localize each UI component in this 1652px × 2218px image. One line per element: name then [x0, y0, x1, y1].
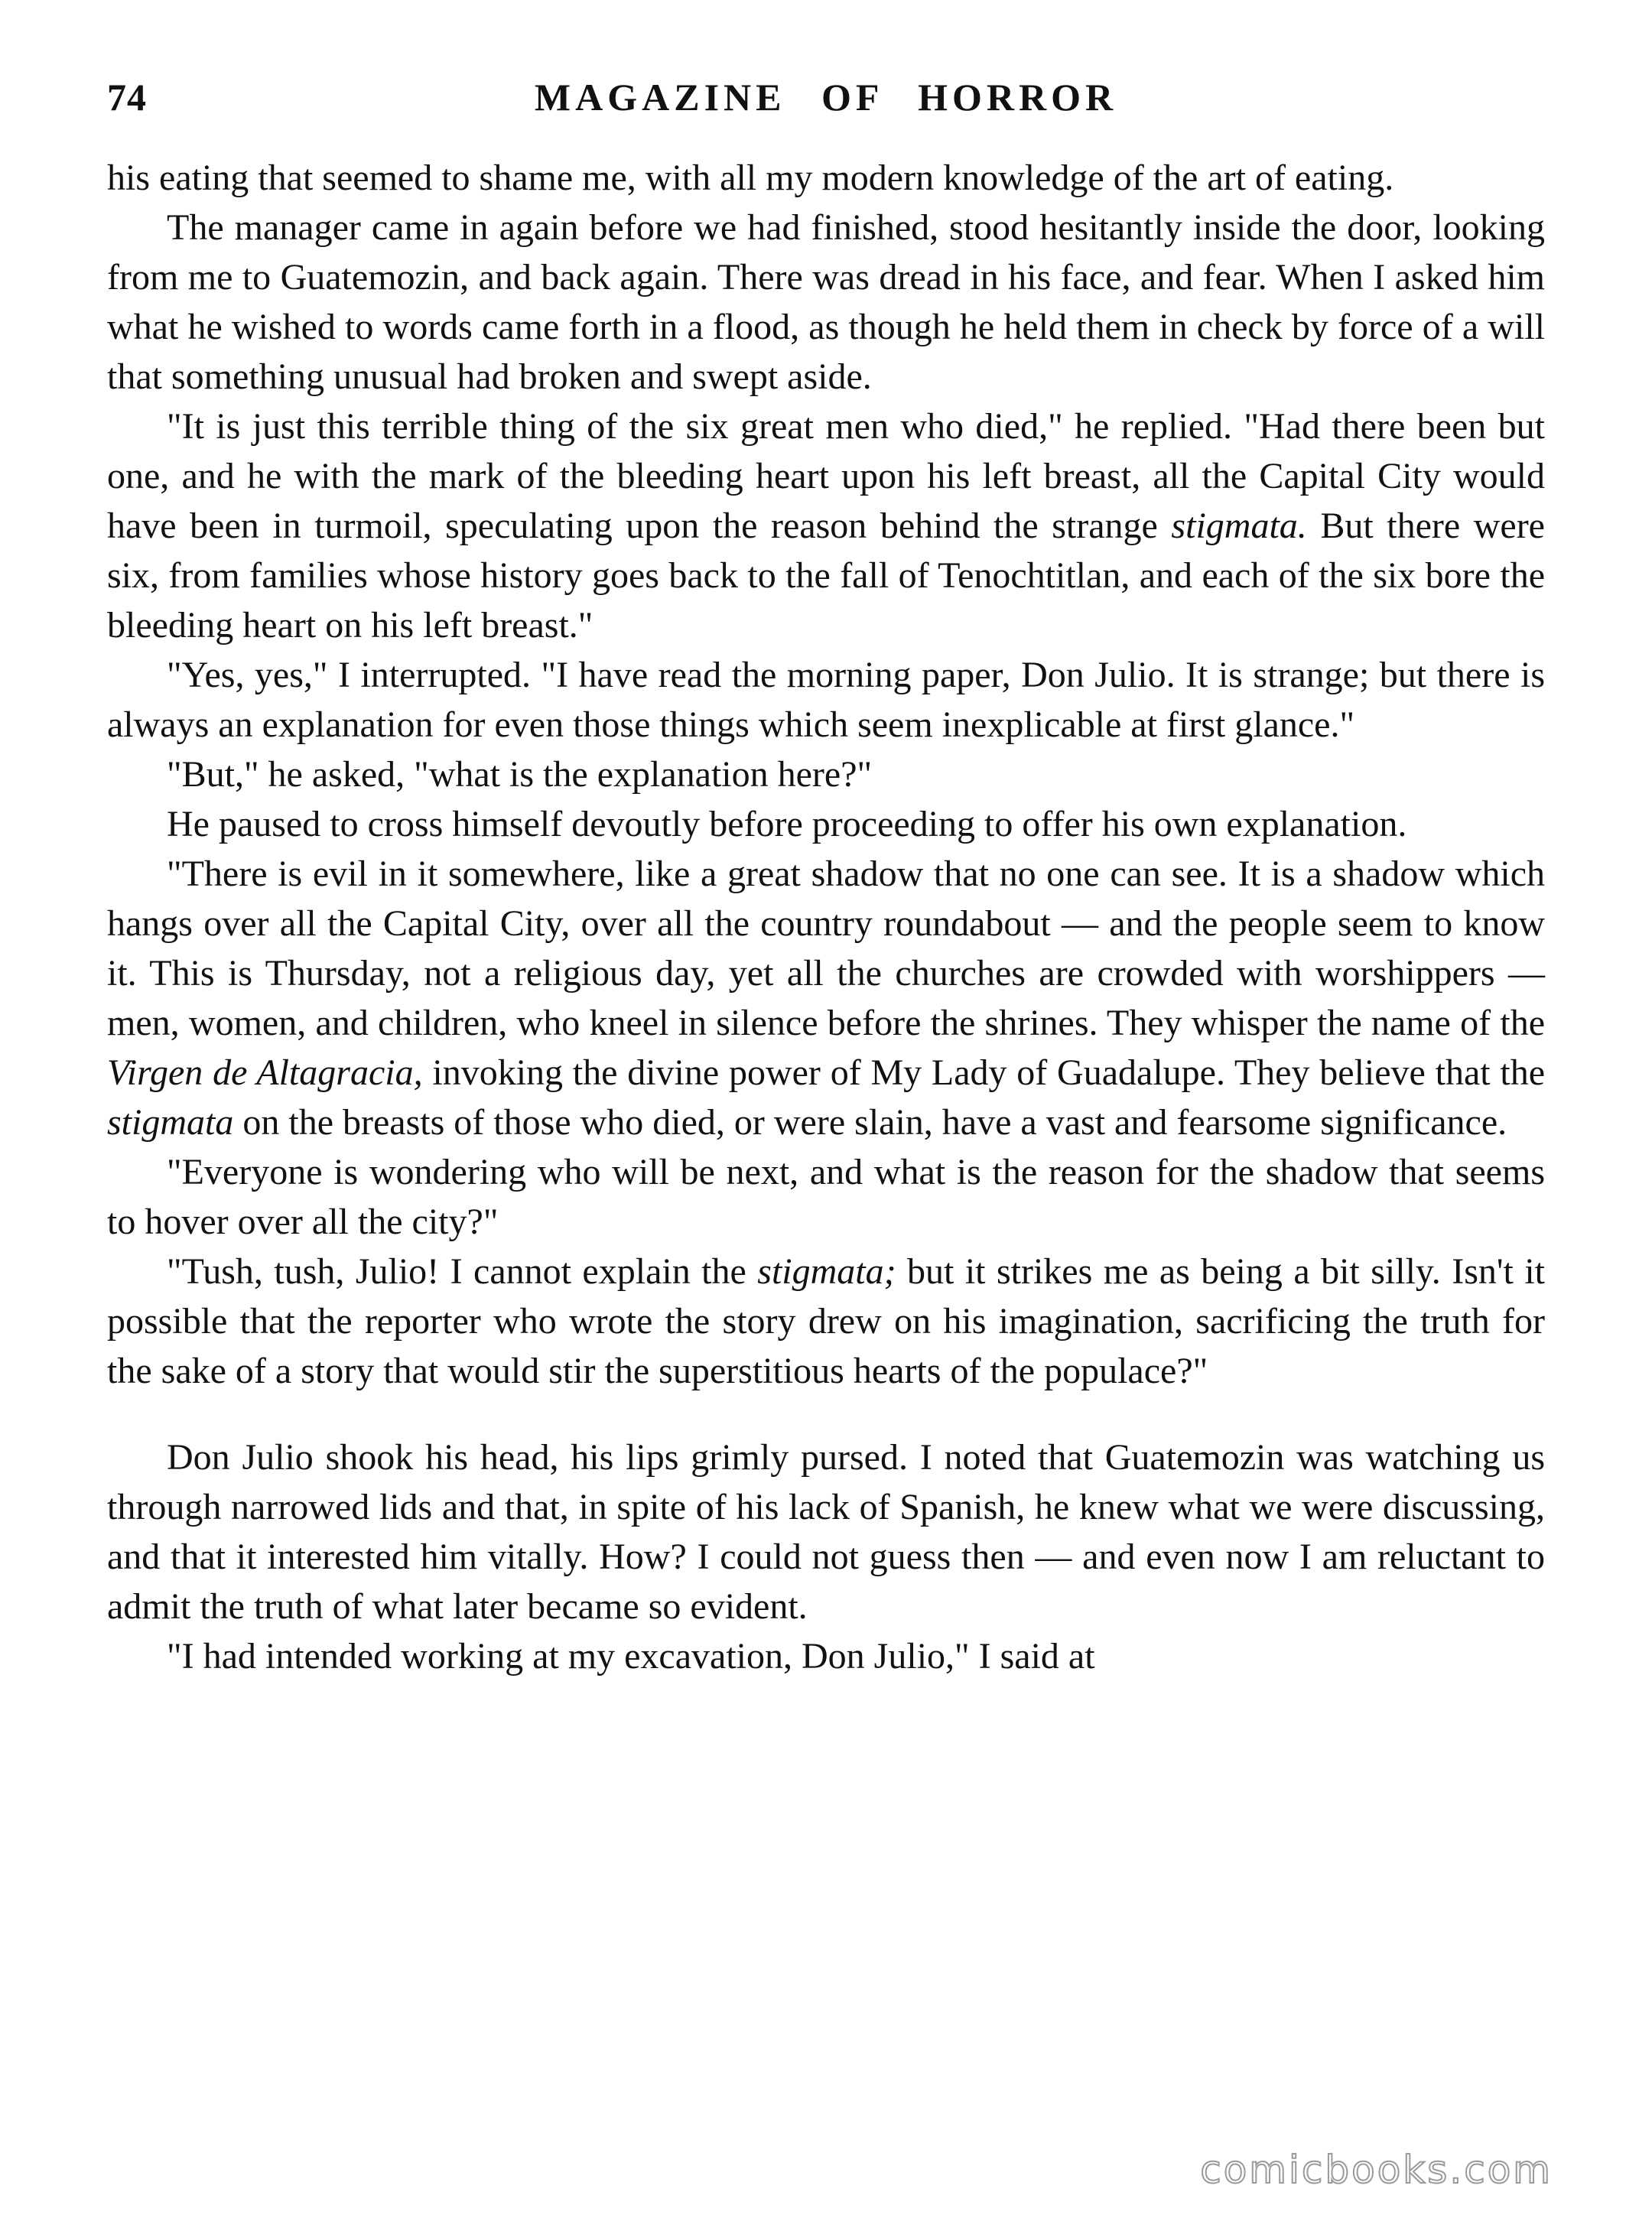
paragraph [107, 1433, 1545, 1631]
italic-text: stigmata [107, 1102, 234, 1143]
paragraph [107, 203, 1545, 402]
text-run: "But," he asked, "what is the explanation here?" [167, 754, 873, 795]
text-run: He paused to cross himself devoutly before proceeding to offer his own explanation. [167, 804, 1407, 844]
paragraph [107, 402, 1545, 650]
text-run: But there were six, from families whose history goes back to the fall of Tenochtitlan, and each of the six bore the bleeding heart on his left breast." [107, 506, 1545, 646]
paragraph [107, 153, 1545, 203]
watermark: comicbooks.com [1200, 2148, 1553, 2192]
text-run: The manager came in again before we had finished, stood hesitantly inside the door, looking from me to Guatemozin, and back again. There was dread in his face, and fear. When I asked him what he wished to words came forth in a flood, as though he held them in check by force of a will that something unusual had broken and swept aside. [107, 207, 1545, 397]
paragraph [107, 1631, 1545, 1681]
paragraph [107, 799, 1545, 849]
text-run: but it strikes me as being a bit silly. Isn't it possible that the reporter who wrote the story drew on his imagination, sacrificing the truth for the sake of a story that would stir the superstitious hearts of the populace?" [107, 1251, 1546, 1391]
italic-text: stigmata. [1171, 506, 1307, 546]
paragraph [107, 650, 1545, 750]
page-number: 74 [107, 76, 147, 119]
text-run: "Everyone is wondering who will be next, and what is the reason for the shadow that seems to hover over all the city?" [107, 1152, 1545, 1242]
text-run: invoking the divine power of My Lady of Guadalupe. They believe that the [422, 1052, 1546, 1093]
paragraph [107, 750, 1545, 799]
text-run: "I had intended working at my excavation, Don Julio," I said at [167, 1636, 1095, 1677]
text-run: his eating that seemed to shame me, with all my modern knowledge of the art of eating. [107, 158, 1394, 198]
text-run: "There is evil in it somewhere, like a great shadow that no one can see. It is a shadow which hangs over all the Capital City, over all the country roundabout — and the people seem to know it. This is Thursday, not a religious day, yet all the churches are crowded with worshippers — men, women, and children, who kneel in silence before the shrines. They whisper the name of the [107, 854, 1545, 1043]
page-header [107, 75, 1545, 128]
paragraph [107, 1147, 1545, 1247]
text-run: "It is just this terrible thing of the six great men who died," he replied. "Had there been but one, and he with the mark of the bleeding heart upon his left breast, all the Capital City would have been in turmoil, speculating upon the reason behind the strange [107, 406, 1545, 546]
italic-text: Virgen de Altagracia, [107, 1052, 423, 1093]
text-run: on the breasts of those who died, or were slain, have a vast and fearsome significance. [233, 1102, 1507, 1143]
text-run: "Tush, tush, Julio! I cannot explain the [167, 1251, 758, 1292]
italic-text: stigmata; [757, 1251, 896, 1292]
text-run: Don Julio shook his head, his lips grimly pursed. I noted that Guatemozin was watching us through narrowed lids and that, in spite of his lack of Spanish, he knew what we were discussing, and that it interested him vitally. How? I could not guess then — and even now I am reluctant to admit the truth of what later became so evident. [107, 1437, 1545, 1627]
story-text [107, 153, 1545, 1681]
text-run: "Yes, yes," I interrupted. "I have read the morning paper, Don Julio. It is strange; but there is always an explanation for even those things which seem inexplicable at first glance." [107, 655, 1545, 745]
paragraph [107, 1247, 1545, 1396]
paragraph [107, 849, 1545, 1147]
running-head: MAGAZINE OF HORROR [534, 76, 1118, 119]
